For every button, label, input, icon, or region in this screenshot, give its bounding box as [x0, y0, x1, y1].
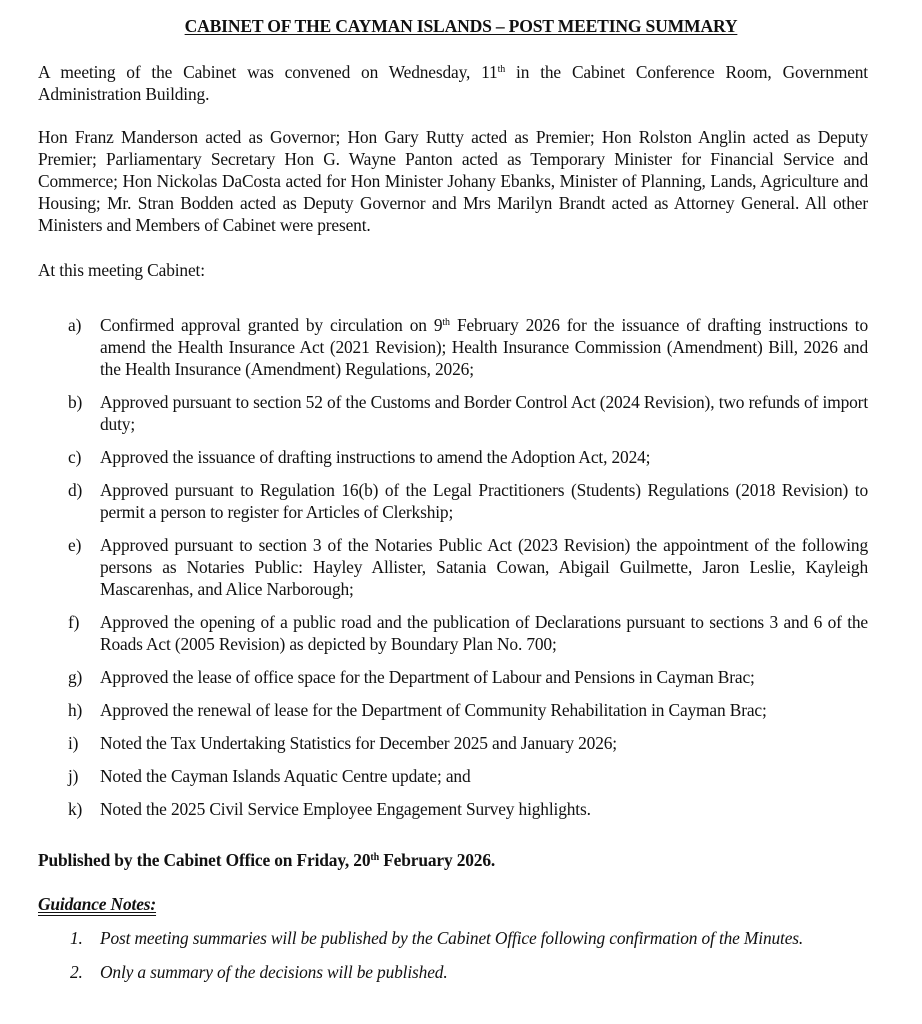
intro-ordinal-suffix: th [497, 64, 506, 75]
decision-item [0, 666, 868, 688]
guidance-note-text: Post meeting summaries will be published by the Cabinet Office following confirmation of the Minutes. [100, 928, 804, 948]
decision-item [0, 479, 868, 523]
decision-marker: f) [68, 612, 80, 632]
guidance-note-text: Only a summary of the decisions will be published. [100, 962, 448, 982]
decision-text-end: February 2026 for the issuance of drafting instructions to amend the Health Insurance Act (2021 Revision); Health Insurance Commission (Amendment) Bill, 2026 and the Health Insurance (Amendment) Regulations, 2026; [100, 315, 868, 379]
guidance-note-marker: 1. [70, 928, 83, 948]
at-this-meeting-label: At this meeting Cabinet: [38, 260, 205, 280]
guidance-note-item [0, 927, 868, 949]
decision-item [0, 391, 868, 435]
published-statement [38, 849, 495, 871]
decision-text: Approved the renewal of lease for the Department of Community Rehabilitation in Cayman Brac; [100, 700, 767, 720]
meeting-intro-paragraph [38, 61, 868, 105]
guidance-note-marker: 2. [70, 962, 83, 982]
decision-marker: g) [68, 667, 83, 687]
decision-item [0, 314, 868, 380]
decision-marker: c) [68, 447, 82, 467]
decision-item [0, 699, 868, 721]
published-text-start: Published by the Cabinet Office on Friday, 20 [38, 850, 371, 870]
decision-marker: e) [68, 535, 82, 555]
decision-item [0, 611, 868, 655]
published-ordinal-suffix: th [370, 852, 379, 863]
decisions-list [0, 314, 922, 831]
intro-text-end: in the Cabinet Conference Room, Government Administration Building. [38, 62, 868, 104]
decision-marker: b) [68, 392, 83, 412]
decision-text: Approved the lease of office space for the Department of Labour and Pensions in Cayman Brac; [100, 667, 755, 687]
decision-text: Approved pursuant to section 52 of the Customs and Border Control Act (2024 Revision), two refunds of import duty; [100, 392, 868, 434]
decision-text: Noted the Tax Undertaking Statistics for December 2025 and January 2026; [100, 733, 617, 753]
decision-text: Approved the issuance of drafting instructions to amend the Adoption Act, 2024; [100, 447, 651, 467]
decision-marker: k) [68, 799, 83, 819]
decision-marker: a) [68, 315, 82, 335]
decision-item [0, 732, 868, 754]
decision-text: Approved pursuant to Regulation 16(b) of the Legal Practitioners (Students) Regulations (2018 Revision) to permit a person to register for Articles of Clerkship; [100, 480, 868, 522]
decision-ordinal-suffix: th [442, 317, 450, 328]
guidance-note-item [0, 961, 868, 983]
decision-marker: d) [68, 480, 83, 500]
intro-text-start: A meeting of the Cabinet was convened on Wednesday, 11 [38, 62, 498, 82]
guidance-notes-list [0, 927, 922, 995]
published-text-end: February 2026. [379, 850, 496, 870]
decision-text-start: Confirmed approval granted by circulation on 9 [100, 315, 443, 335]
decision-item [0, 765, 868, 787]
decision-text: Noted the Cayman Islands Aquatic Centre update; and [100, 766, 471, 786]
decision-marker: h) [68, 700, 83, 720]
decision-text: Approved pursuant to section 3 of the Notaries Public Act (2023 Revision) the appointment of the following persons as Notaries Public: Hayley Allister, Satania Cowan, Abigail Guilmette, Jaron Leslie, Kayleigh Mascarenhas, and Alice Narborough; [100, 535, 868, 599]
decision-item [0, 798, 868, 820]
decision-item [0, 446, 868, 468]
decision-marker: j) [68, 766, 79, 786]
decision-text: Approved the opening of a public road and the publication of Declarations pursuant to sections 3 and 6 of the Roads Act (2005 Revision) as depicted by Boundary Plan No. 700; [100, 612, 868, 654]
document-title: CABINET OF THE CAYMAN ISLANDS – POST MEETING SUMMARY [184, 16, 738, 36]
decision-text: Noted the 2025 Civil Service Employee Engagement Survey highlights. [100, 799, 591, 819]
guidance-notes-heading: Guidance Notes: [38, 894, 157, 914]
decision-item [0, 534, 868, 600]
acting-officials-paragraph: Hon Franz Manderson acted as Governor; Hon Gary Rutty acted as Premier; Hon Rolston Anglin acted as Deputy Premier; Parliamentary Secretary Hon G. Wayne Panton acted as Temporary Minister for Financial Service and Commerce; Hon Nickolas DaCosta acted for Hon Minister Johany Ebanks, Minister of Planning, Lands, Agriculture and Housing; Mr. Stran Bodden acted as Deputy Governor and Mrs Marilyn Brandt acted as Attorney General. All other Ministers and Members of Cabinet were present. [38, 127, 868, 235]
decision-marker: i) [68, 733, 79, 753]
